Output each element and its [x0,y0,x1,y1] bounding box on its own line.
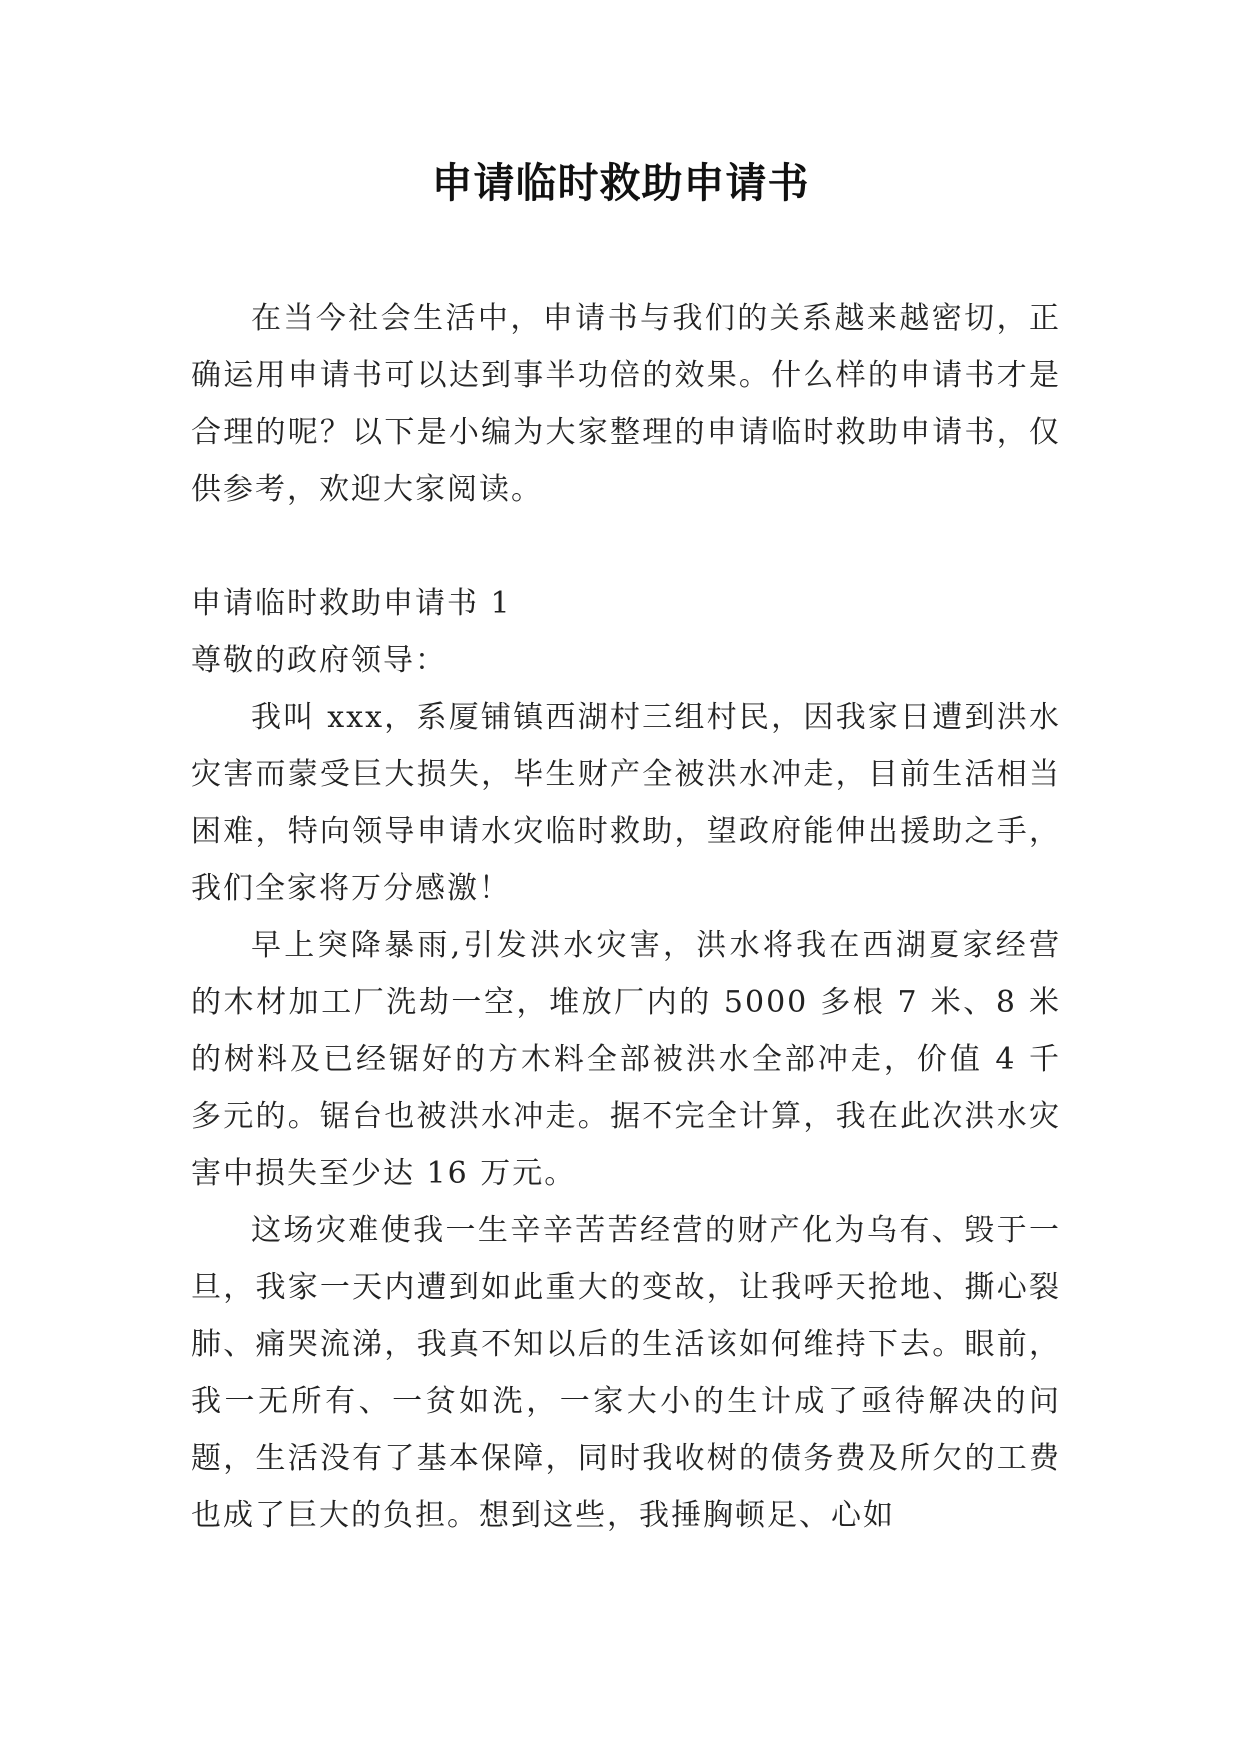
document-title: 申请临时救助申请书 [431,159,810,207]
body-paragraph: 早上突降暴雨,引发洪水灾害，洪水将我在西湖夏家经营的木材加工厂洗劫一空，堆放厂内的 5000 多根 7 米、8 米的树料及已经锯好的方木料全部被洪水全部冲走，价值 4 千多元的。锯台也被洪水冲走。据不完全计算，我在此次洪水灾害中损失至少达 16 万元。 [191,928,1061,1191]
intro-paragraph: 在当今社会生活中，申请书与我们的关系越来越密切，正确运用申请书可以达到事半功倍的效果。什么样的申请书才是合理的呢？以下是小编为大家整理的申请临时救助申请书，仅供参考，欢迎大家阅读。 [191,301,1061,507]
document-body [191,290,1061,1544]
body-paragraph: 这场灾难使我一生辛辛苦苦经营的财产化为乌有、毁于一旦，我家一天内遭到如此重大的变故，让我呼天抢地、撕心裂肺、痛哭流涕，我真不知以后的生活该如何维持下去。眼前，我一无所有、一贫如洗，一家大小的生计成了亟待解决的问题，生活没有了基本保障，同时我收树的债务费及所欠的工费也成了巨大的负担。想到这些，我捶胸顿足、心如 [191,1213,1061,1533]
section-heading: 申请临时救助申请书 1 [191,586,512,621]
salutation: 尊敬的政府领导： [191,643,447,678]
body-paragraph: 我叫 xxx，系厦铺镇西湖村三组村民，因我家日遭到洪水灾害而蒙受巨大损失，毕生财产全被洪水冲走，目前生活相当困难，特向领导申请水灾临时救助，望政府能伸出援助之手，我们全家将万分感激！ [191,700,1061,906]
paragraph-gap [191,518,1061,575]
